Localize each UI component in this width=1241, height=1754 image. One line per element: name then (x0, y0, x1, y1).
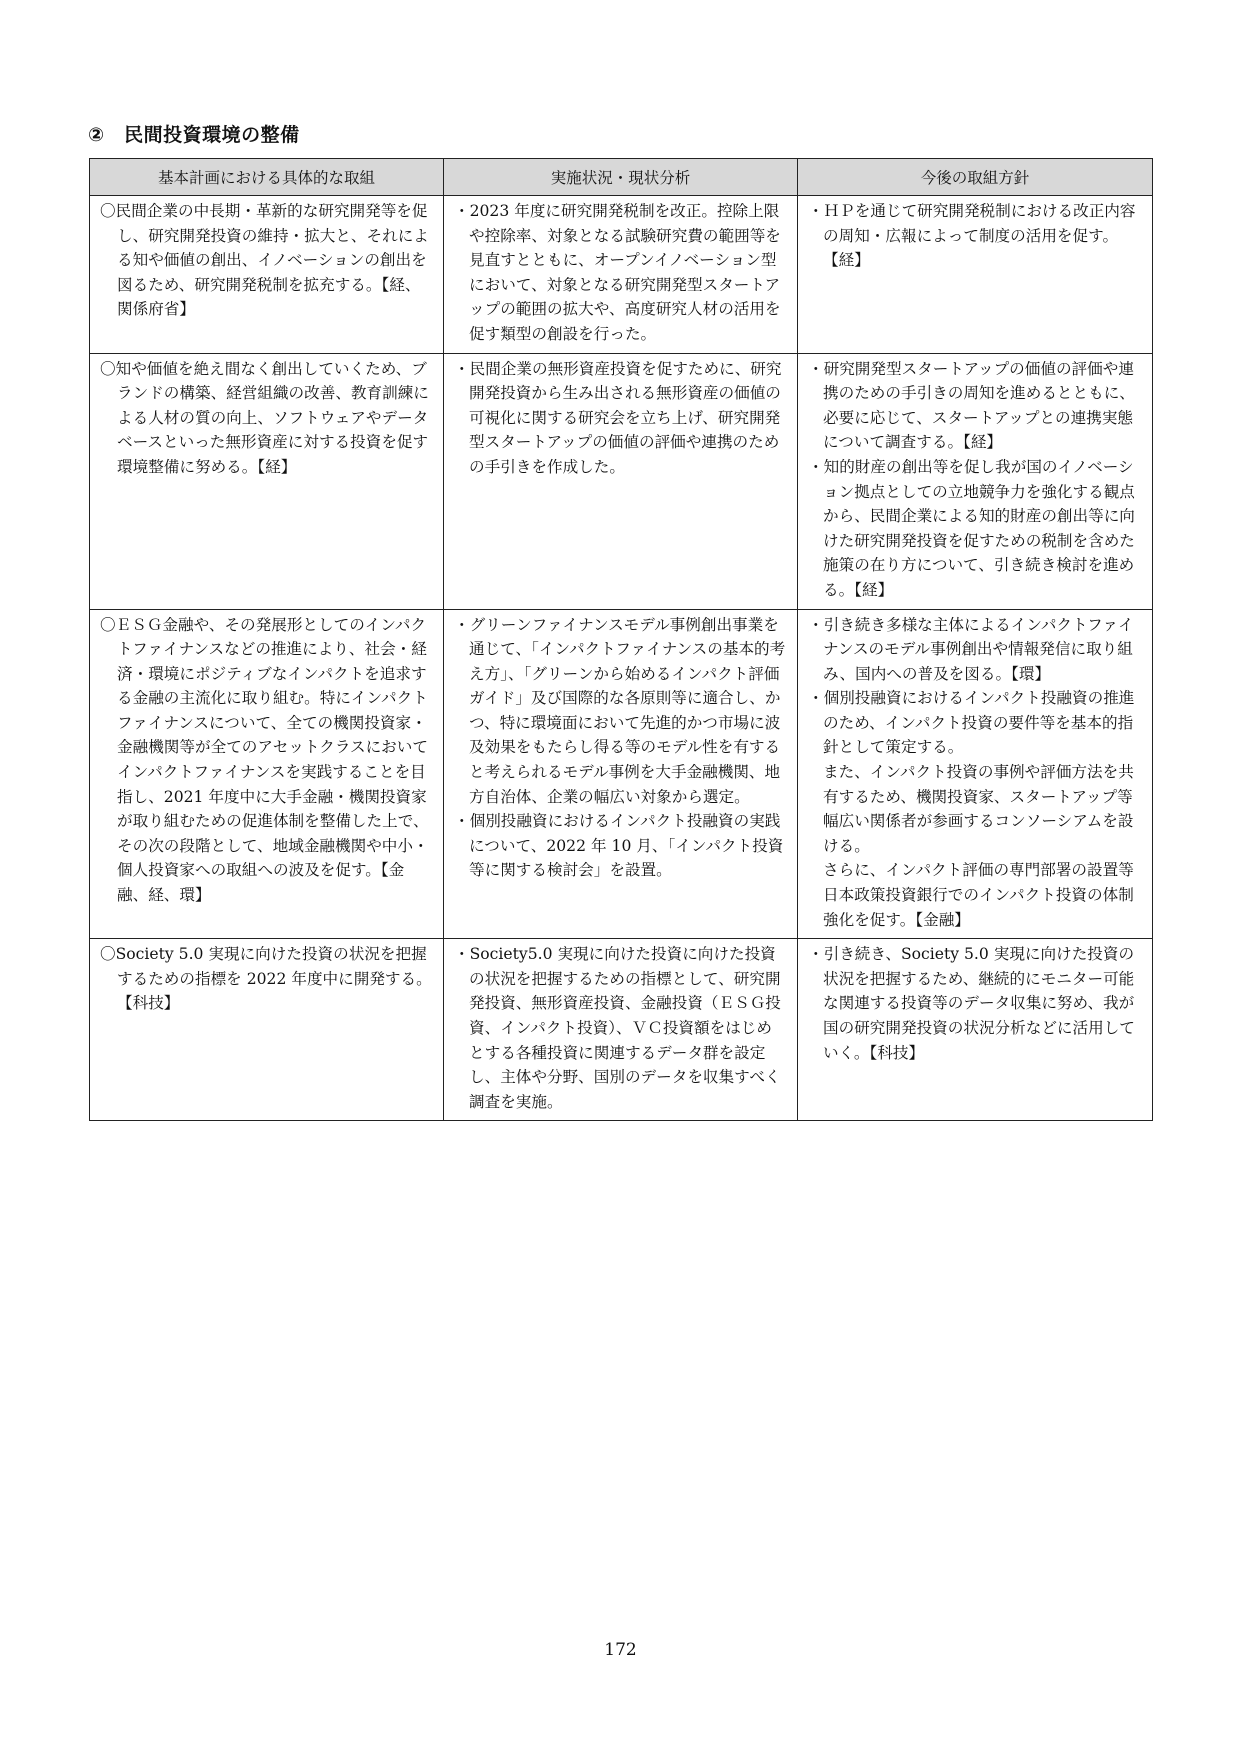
status-bullet: ・Society5.0 実現に向けた投資に向けた投資の状況を把握するための指標として、研究開発投資、無形資産投資、金融投資（ＥＳＧ投資、インパクト投資）、ＶＣ投資額をはじめとする各種投資に関連するデータ群を設定し、主体や分野、国別のデータを収集すべく調査を実施。 (454, 945, 781, 1111)
policy-table (89, 158, 1153, 1121)
table-row (90, 609, 1153, 939)
status-bullet: ・民間企業の無形資産投資を促すために、研究開発投資から生み出される無形資産の価値の可視化に関する研究会を立ち上げ、研究開発型スタートアップの価値の評価や連携のための手引きを作成した。 (454, 359, 782, 476)
future-bullet: ・知的財産の創出等を促し我が国のイノベーション拠点としての立地競争力を強化する観点から、民間企業による知的財産の創出等に向けた研究開発投資を促すための税制を含めた施策の在り方について、引き続き検討を進める。【経】 (808, 457, 1135, 599)
status-bullet: ・2023 年度に研究開発税制を改正。控除上限や控除率、対象となる試験研究費の範囲等を見直すとともに、オープンイノベーション型において、対象となる研究開発型スタートアップの範囲の拡大や、高度研究人材の活用を促す類型の創設を行った。 (454, 202, 781, 343)
header-plan: 基本計画における具体的な取組 (90, 159, 444, 196)
status-cell (444, 353, 798, 609)
header-future: 今後の取組方針 (798, 159, 1153, 196)
header-status: 実施状況・現状分析 (444, 159, 798, 196)
table-header-row (90, 159, 1153, 196)
plan-text: 〇ＥＳＧ金融や、その発展形としてのインパクトファイナンスなどの推進により、社会・経済・環境にポジティブなインパクトを追求する金融の主流化に取り組む。特にインパクトファイナンスについて、全ての機関投資家・金融機関等が全てのアセットクラスにおいてインパクトファイナンスを実践することを目指し、2021 年度中に大手金融・機関投資家が取り組むための促進体制を整備した上で、その次の段階として、地域金融機関や中小・個人投資家への取組への波及を促す。【金融、経、環】 (100, 615, 429, 905)
section-heading: ② 民間投資環境の整備 (88, 124, 300, 146)
plan-cell (90, 609, 444, 939)
future-bullet: ・引き続き、Society 5.0 実現に向けた投資の状況を把握するため、継続的にモニター可能な関連する投資等のデータ収集に努め、我が国の研究開発投資の状況分析などに活用していく。【科技】 (808, 945, 1135, 1062)
future-cell (798, 939, 1153, 1121)
status-cell (444, 939, 798, 1121)
future-bullet: ・研究開発型スタートアップの価値の評価や連携のための手引きの周知を進めるとともに、必要に応じて、スタートアップとの連携実態について調査する。【経】 (808, 359, 1135, 452)
status-bullet: ・個別投融資におけるインパクト投融資の実践について、2022 年 10 月、「インパクト投資等に関する検討会」を設置。 (454, 812, 784, 880)
table-row (90, 353, 1153, 609)
future-cell (798, 196, 1153, 354)
plan-text: 〇民間企業の中長期・革新的な研究開発等を促し、研究開発投資の維持・拡大と、それによる知や価値の創出、イノベーションの創出を図るため、研究開発税制を拡充する。【経、関係府省】 (100, 202, 429, 319)
plan-cell (90, 353, 444, 609)
future-continuation: さらに、インパクト評価の専門部署の設置等日本政策投資銀行でのインパクト投資の体制強化を促す。【金融】 (823, 861, 1134, 929)
future-continuation: また、インパクト投資の事例や評価方法を共有するため、機関投資家、スタートアップ等幅広い関係者が参画するコンソーシアムを設ける。 (823, 763, 1134, 855)
status-cell (444, 609, 798, 939)
future-cell (798, 609, 1153, 939)
plan-text: 〇Society 5.0 実現に向けた投資の状況を把握するための指標を 2022 年度中に開発する。【科技】 (100, 945, 432, 1013)
status-bullet: ・グリーンファイナンスモデル事例創出事業を通じて、「インパクトファイナンスの基本的考え方」、「グリーンから始めるインパクト評価ガイド」及び国際的な各原則等に適合し、かつ、特に環境面において先進的かつ市場に波及効果をもたらし得る等のモデル性を有すると考えられるモデル事例を大手金融機関、地方自治体、企業の幅広い対象から選定。 (454, 615, 786, 806)
table-row (90, 939, 1153, 1121)
plan-cell (90, 939, 444, 1121)
plan-cell (90, 196, 444, 354)
future-cell (798, 353, 1153, 609)
table-row (90, 196, 1153, 354)
future-bullet: ・ＨＰを通じて研究開発税制における改正内容の周知・広報によって制度の活用を促す。【経】 (808, 202, 1136, 270)
page-number: 172 (604, 1640, 637, 1660)
future-bullet: ・引き続き多様な主体によるインパクトファイナンスのモデル事例創出や情報発信に取り組み、国内への普及を図る。【環】 (808, 615, 1134, 683)
status-cell (444, 196, 798, 354)
plan-text: 〇知や価値を絶え間なく創出していくため、ブランドの構築、経営組織の改善、教育訓練による人材の質の向上、ソフトウェアやデータベースといった無形資産に対する投資を促す環境整備に努める。【経】 (100, 359, 429, 476)
future-bullet: ・個別投融資におけるインパクト投融資の推進のため、インパクト投資の要件等を基本的指針として策定する。 (808, 689, 1135, 757)
